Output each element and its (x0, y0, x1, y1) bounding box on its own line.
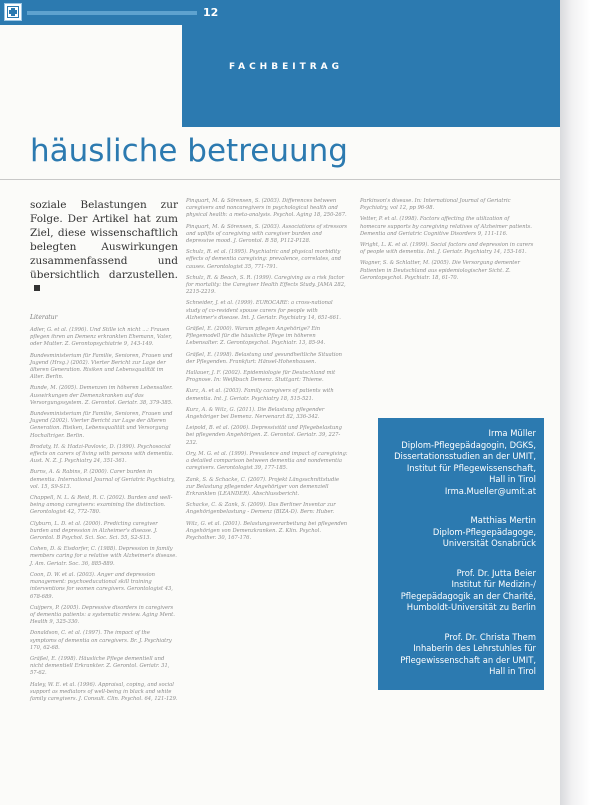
reference-item: Schacke, C. & Zank, S. (2009). Das Berliner Inventar zur Angehörigenbelastung - Demenz (BIZA-D). Bern: Huber. (186, 502, 336, 516)
author-name: Matthias Mertin (470, 515, 536, 525)
reference-item: Cuijpers, P. (2005). Depressive disorders in caregivers of dementia patients: a systematic review. Aging Ment. Health 9, 325-330. (30, 604, 175, 626)
author-entry (378, 568, 536, 614)
reference-item: Gräßel, E. (1998). Belastung und gesundheitliche Situation der Pflegenden. Frankfurt: Hänsel-Hohenhausen. (186, 351, 342, 365)
author-name: Irma Müller (488, 428, 536, 438)
reference-item: Donaldson, C. et al. (1997). The impact of the symptoms of dementia on caregivers. Br. J. Psychiatry 170, 62-68. (30, 630, 172, 651)
end-square-icon (34, 285, 40, 291)
reference-item: Brodaty, H. & Hadzi-Pavlovic, D. (1990). Psychosocial effects on carers of living with persons with dementia. Aust. N. Z. J. Psychiatry 24, 351-361. (30, 443, 174, 465)
reference-item: Schulz, R. et al. (1995). Psychiatric and physical morbidity effects of dementia caregiving: prevalence, correlates, and causes. Gerontologist 35, 771-791. (186, 249, 342, 270)
body-paragraph (30, 198, 178, 296)
reference-item: Haley, W. E. et al. (1996). Appraisal, coping, and social support as mediators of well-being in black and white family caregivers. J. Consult. Clin. Psychol. 64, 121-129. (30, 681, 178, 702)
logo-cross-icon (4, 3, 22, 21)
header-strip (27, 11, 197, 15)
reference-list-middle (186, 198, 348, 542)
author-affiliation: Universität Osnabrück (442, 538, 536, 548)
column-middle (186, 198, 348, 546)
page-edge-shadow (560, 0, 590, 805)
page-title: häusliche betreuung (0, 128, 560, 180)
rubric-label: FACHBEITRAG (229, 62, 343, 72)
author-affiliation: Hall in Tirol (489, 666, 536, 676)
author-affiliation: Humboldt-Universität zu Berlin (406, 602, 536, 612)
reference-item: Clyburn, L. D. et al. (2000). Predicting caregiver burden and depression in Alzheimer's disease. J. Gerontol. B Psychol. Sci. Soc. Sci. 55, S2-S13. (30, 520, 158, 542)
reference-item: Vetter, P. et al. (1998). Factors affecting the utilization of homecare supports by caregiving relatives of Alzheimer patients. Dementia and Geriatric Cognitive Disorders 9, 111-116. (360, 216, 532, 237)
reference-item: Chappell, N. L. & Reid, R. C. (2002). Burden and well-being among caregivers: examining the distinction. Gerontologist 42, 772-780. (30, 495, 173, 516)
reference-item: Wright, L. K. et al. (1999). Social factors and depression in carers of people with dementia. Int. J. Geriatr. Psychiatry 14, 153-161. (360, 242, 534, 256)
author-affiliation: Dissertationsstudien an der UMIT, (394, 451, 536, 461)
reference-item: Bundesministerium für Familie, Senioren, Frauen und Jugend (2002). Vierter Bericht zur Lage der älteren Generation. Risiken, Lebensqualität und Versorgung Hochaltriger. Berlin. (30, 411, 173, 439)
author-entry (378, 632, 536, 678)
reference-item: Schneider, J. et al. (1999). EUROCARE: a cross-national study of co-resident spouse carers for people with Alzheimer's disease. Int. J. Geriatr. Psychiatry 14, 651-661. (186, 300, 341, 321)
reference-item: Wagner, S. & Schlatter, M. (2005). Die Versorgung dementer Patienten in Deutschland aus epidemiologischer Sicht. Z. Gerontopsychol. Psychiatr. 18, 61-70. (360, 260, 520, 281)
reference-item: Adler, G. et al. (1996). Und Stille ich nicht ...: Frauen pflegen ihren an Demenz erkrankten Ehemann, Vater, oder Mutter. Z. Gerontopsychiatrie 9, 143-149. (30, 327, 172, 348)
reference-item: Zank, S. & Schacke, C. (2007). Projekt Längsschnittstudie zur Belastung pflegender Angehöriger von demenziell Erkrankten (LEANDER). Abschlussbericht. (186, 476, 340, 497)
author-affiliation: Inhaberin des Lehrstuhles für (413, 643, 536, 653)
reference-item: Gräßel, E. (2000). Warum pflegen Angehörige? Ein Pflegemodell für die häusliche Pflege im höheren Lebensalter. Z. Gerontopsychol. Psychiatr. 13, 85-94. (186, 326, 326, 347)
author-affiliation: Hall in Tirol (489, 474, 536, 484)
reference-item: Hallauer, J. F. (2002). Epidemiologie für Deutschland mit Prognose. In: Weißbuch Demenz. Stuttgart: Thieme. (186, 370, 336, 384)
reference-item: Wilz, G. et al. (2001). Belastungsverarbeitung bei pflegenden Angehörigen von Demenzkranken. Z. Klin. Psychol. Psychother. 30, 167-176. (186, 520, 348, 541)
reference-item: Burns, A. & Rabins, P. (2000). Carer burden in dementia. International Journal of Geriatric Psychiatry, vol. 15, S9-S13. (30, 469, 175, 490)
reference-item: Ory, M. G. et al. (1999). Prevalence and impact of caregiving: a detailed comparison between dementia and nondementia caregivers. Gerontologist 39, 177-185. (186, 450, 348, 472)
author-affiliation: Institut für Medizin-/ (451, 579, 536, 589)
literature-heading: Literatur (30, 314, 58, 321)
reference-item: Bundesministerium für Familie, Senioren, Frauen und Jugend (Hrsg.) (2002). Vierter Bericht zur Lage der älteren Generation. Risiken und Lebensqualität im Alter. Berlin. (30, 352, 173, 381)
reference-item: Pinquart, M. & Sörensen, S. (2003). Differences between caregivers and noncaregivers in psychological health and physical health: a meta-analysis. Psychol. Aging 18, 250-267. (186, 198, 347, 219)
reference-item: Leipold, B. et al. (2006). Depressivität und Pflegebelastung bei pflegenden Angehörigen. Z. Gerontol. Geriatr. 39, 227-232. (186, 425, 342, 446)
author-entry (378, 428, 536, 497)
reference-item: Gräßel, E. (1998). Häusliche Pflege dementiell und nicht dementiell Erkrankter. Z. Gerontol. Geriatr. 31, 57-62. (30, 655, 170, 677)
reference-item: Schulz, R. & Beach, S. R. (1999). Caregiving as a risk factor for mortality: the Caregiver Health Effects Study. JAMA 282, 2215-2219. (186, 274, 346, 296)
rubric-band (182, 25, 560, 127)
reference-item: Cohen, D. & Eisdorfer, C. (1988). Depression in family members caring for a relative with Alzheimer's disease. J. Am. Geriatr. Soc. 36, 885-889. (30, 546, 177, 567)
top-bar (0, 0, 560, 25)
author-affiliation: Diplom-Pflegepädagoge, (432, 526, 536, 537)
column-left (30, 198, 178, 707)
body-paragraph-text: soziale Belastungen zur Folge. Der Artikel hat zum Ziel, diese wissenschaftlich belegten Auswirkungen zusammenfassend und übersichtlich darzustellen. (30, 199, 178, 281)
reference-item: Kurz, A. et al. (2003). Family caregivers of patients with dementia. Int. J. Geriatr. Psychiatry 18, 515-521. (186, 388, 334, 402)
author-name: Prof. Dr. Jutta Beier (456, 567, 536, 578)
author-affiliation: Irma.Mueller@umit.at (444, 485, 536, 496)
author-affiliation: Pflegepädagogik an der Charité, (400, 590, 536, 601)
author-affiliation: Pflegewissenschaft an der UMIT, (400, 654, 536, 665)
reference-list-left (30, 327, 178, 703)
reference-item: Kurz, A. & Wilz, G. (2011). Die Belastung pflegender Angehöriger bei Demenz. Nervenarzt 82, 336-342. (186, 406, 325, 421)
column-right (360, 198, 536, 286)
author-entry (378, 515, 536, 550)
author-affiliation: Institut für Pflegewissenschaft, (406, 462, 536, 473)
reference-item: Pinquart, M. & Sörensen, S. (2003). Associations of stressors and uplifts of caregiving with caregiver burden and depressive mood. J. Gerontol. B 58, P112-P128. (186, 223, 348, 245)
author-name: Prof. Dr. Christa Them (444, 631, 536, 642)
page-number: 12 (203, 6, 219, 19)
reference-item: Runde, M. (2005). Demenzen im höheren Lebensalter. Auswirkungen der Demenzkranken auf das Versorgungssystem. Z. Gerontol. Geriatr. 38, 379-385. (30, 385, 173, 406)
author-affiliation: Diplom-Pflegepädagogin, DGKS, (401, 439, 536, 450)
reference-item: Parkinson's disease. In: International Journal of Geriatric Psychiatry, vol 12, pp 96-98. (360, 198, 511, 212)
reference-item: Coon, D. W. et al. (2003). Anger and depression management: psychoeducational skill training interventions for women caregivers. Gerontologist 43, 678-689. (30, 571, 173, 600)
author-box (378, 418, 544, 690)
reference-list-right (360, 198, 536, 282)
